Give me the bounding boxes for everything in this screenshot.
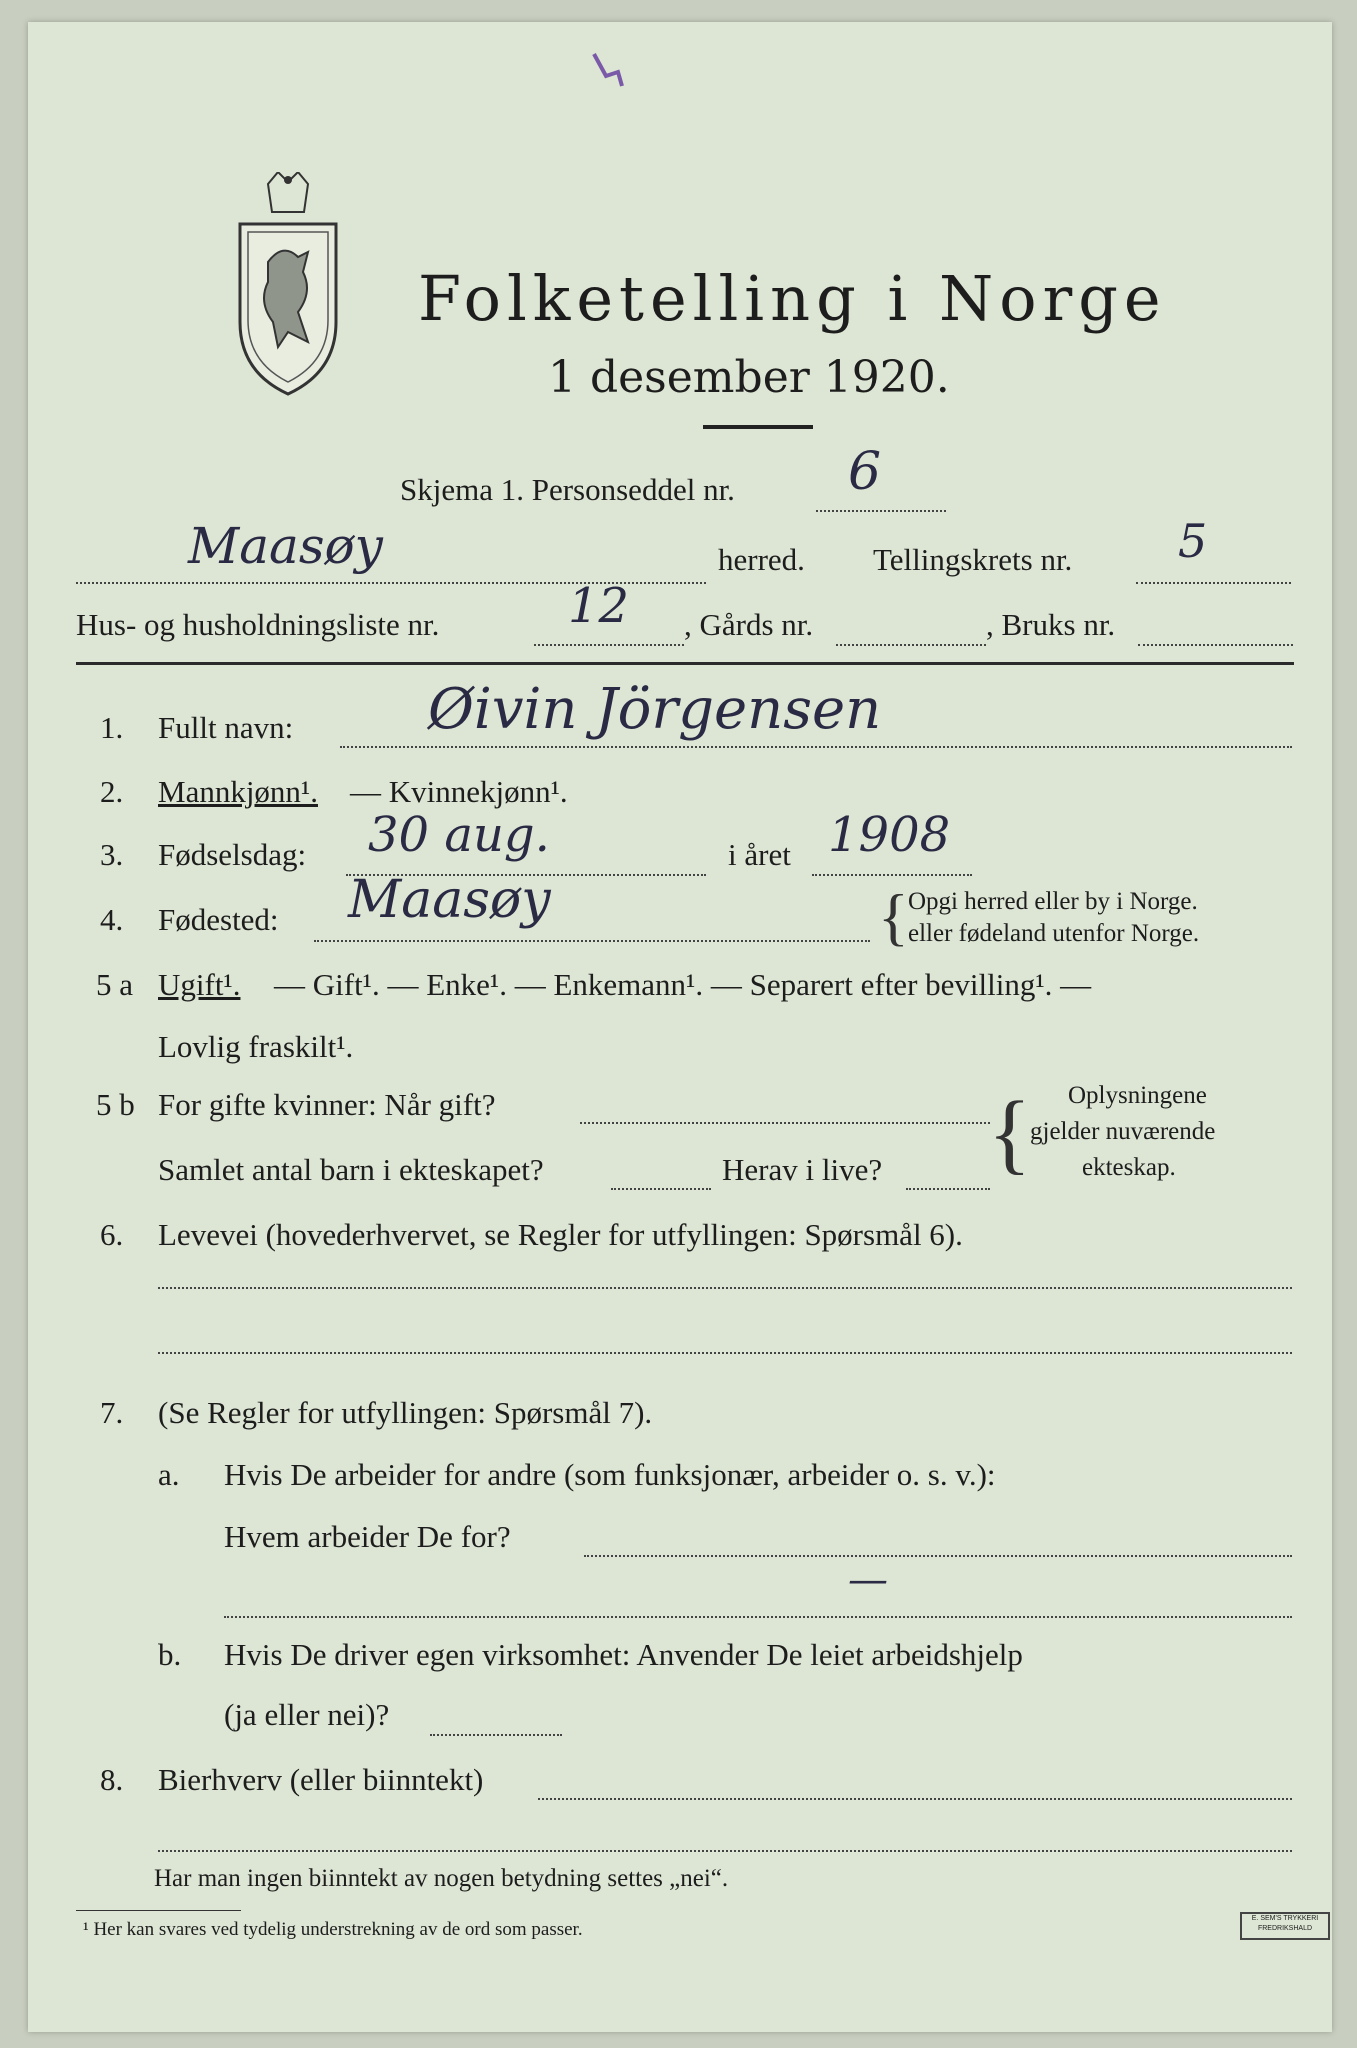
q6-number: 6. xyxy=(100,1217,124,1252)
q5b-brace: { xyxy=(988,1084,1032,1183)
q3-label: Fødselsdag: xyxy=(158,837,307,872)
husholdningsliste-field xyxy=(534,644,684,646)
q7a-employer-field xyxy=(584,1555,1292,1557)
gards-label: , Gårds nr. xyxy=(684,607,814,642)
herred-label: herred. xyxy=(718,542,805,577)
q7a-value: — xyxy=(848,1557,888,1603)
q5b-number: 5 b xyxy=(96,1087,135,1122)
q7b-number: b. xyxy=(158,1637,182,1672)
q5a-lovlig-fraskilt: Lovlig fraskilt¹. xyxy=(158,1029,354,1064)
q5a-options: — Gift¹. — Enke¹. — Enkemann¹. — Separert efter bevilling¹. — xyxy=(274,967,1092,1002)
printer-stamp-line-1: E. SEM'S TRYKKERI xyxy=(1251,1915,1319,1922)
q4-note-1: Opgi herred eller by i Norge. xyxy=(908,888,1198,915)
q2-number: 2. xyxy=(100,774,124,809)
q5b-alive-field xyxy=(906,1188,990,1190)
q8-note: Har man ingen biinntekt av nogen betydning settes „nei“. xyxy=(154,1865,729,1892)
q1-number: 1. xyxy=(100,710,124,745)
q7b-label: Hvis De driver egen virksomhet: Anvender De leiet arbeidshjelp xyxy=(224,1637,1023,1672)
tellingskrets-value: 5 xyxy=(1178,514,1208,568)
q2-female-option: — Kvinnekjønn¹. xyxy=(350,774,568,809)
q1-label: Fullt navn: xyxy=(158,710,294,745)
q3-year-label: i året xyxy=(728,837,791,872)
footnote: ¹ Her kan svares ved tydelig understrekning av de ord som passer. xyxy=(83,1919,583,1940)
q8-field-2 xyxy=(158,1850,1292,1852)
q6-label: Levevei (hovederhvervet, se Regler for utfyllingen: Spørsmål 6). xyxy=(158,1217,963,1252)
form-date: 1 desember 1920. xyxy=(548,352,950,403)
q4-field xyxy=(314,940,870,942)
title-divider xyxy=(703,425,813,429)
q5b-note-2: gjelder nuværende xyxy=(1030,1118,1216,1145)
q4-label: Fødested: xyxy=(158,902,279,937)
q7a-employer-field-2 xyxy=(224,1616,1292,1618)
printer-stamp-line-2: FREDRIKSHALD xyxy=(1257,1925,1313,1932)
tellingskrets-field xyxy=(1136,582,1291,584)
q5b-children-field xyxy=(611,1188,711,1190)
q3-year-value: 1908 xyxy=(828,807,951,863)
schema-label: Skjema 1. Personseddel nr. xyxy=(400,472,735,507)
q8-label: Bierhverv (eller biinntekt) xyxy=(158,1762,484,1797)
q3-year-field xyxy=(812,874,972,876)
q1-field xyxy=(340,746,1292,748)
tellingskrets-label: Tellingskrets nr. xyxy=(873,542,1073,577)
q7-number: 7. xyxy=(100,1395,124,1430)
herred-value: Maasøy xyxy=(188,517,383,575)
q5b-alive-label: Herav i live? xyxy=(722,1152,883,1187)
census-form-sheet xyxy=(28,22,1332,2032)
q3-day-value: 30 aug. xyxy=(368,807,550,863)
q5a-number: 5 a xyxy=(96,967,134,1002)
q5a-ugift-option: Ugift¹. xyxy=(158,967,241,1002)
q7a-label: Hvis De arbeider for andre (som funksjonær, arbeider o. s. v.): xyxy=(224,1457,996,1492)
q7-label: (Se Regler for utfyllingen: Spørsmål 7). xyxy=(158,1395,653,1430)
q1-value: Øivin Jörgensen xyxy=(428,677,882,742)
gards-field xyxy=(836,644,986,646)
q4-brace: { xyxy=(878,881,909,952)
q5b-note-3: ekteskap. xyxy=(1082,1154,1176,1181)
printer-stamp xyxy=(1240,1912,1330,1940)
q5b-label: For gifte kvinner: Når gift? xyxy=(158,1087,496,1122)
q6-field-1 xyxy=(158,1287,1292,1289)
header-rule xyxy=(76,662,1294,665)
ink-mark xyxy=(588,50,628,90)
q7a-employer-label: Hvem arbeider De for? xyxy=(224,1519,511,1554)
q5b-children-label: Samlet antal barn i ekteskapet? xyxy=(158,1152,544,1187)
husholdningsliste-label: Hus- og husholdningsliste nr. xyxy=(76,607,440,642)
q7b-yes-no-label: (ja eller nei)? xyxy=(224,1697,390,1732)
bruks-field xyxy=(1138,644,1293,646)
q5b-note-1: Oplysningene xyxy=(1068,1082,1207,1109)
q3-number: 3. xyxy=(100,837,124,872)
q4-number: 4. xyxy=(100,902,124,937)
schema-nr-field xyxy=(816,510,946,512)
q8-field-1 xyxy=(538,1798,1292,1800)
q4-value: Maasøy xyxy=(348,870,551,930)
q7a-number: a. xyxy=(158,1457,180,1492)
footnote-rule xyxy=(76,1910,241,1911)
schema-nr-value: 6 xyxy=(848,442,882,502)
q4-note-2: eller fødeland utenfor Norge. xyxy=(908,920,1200,947)
q2-male-option: Mannkjønn¹. xyxy=(158,774,318,809)
coat-of-arms-icon xyxy=(228,172,348,402)
q7b-field xyxy=(430,1734,562,1736)
q8-number: 8. xyxy=(100,1762,124,1797)
q6-field-2 xyxy=(158,1352,1292,1354)
bruks-label: , Bruks nr. xyxy=(986,607,1116,642)
husholdningsliste-value: 12 xyxy=(568,578,630,634)
form-title: Folketelling i Norge xyxy=(418,262,1167,335)
q5b-when-field xyxy=(580,1122,990,1124)
